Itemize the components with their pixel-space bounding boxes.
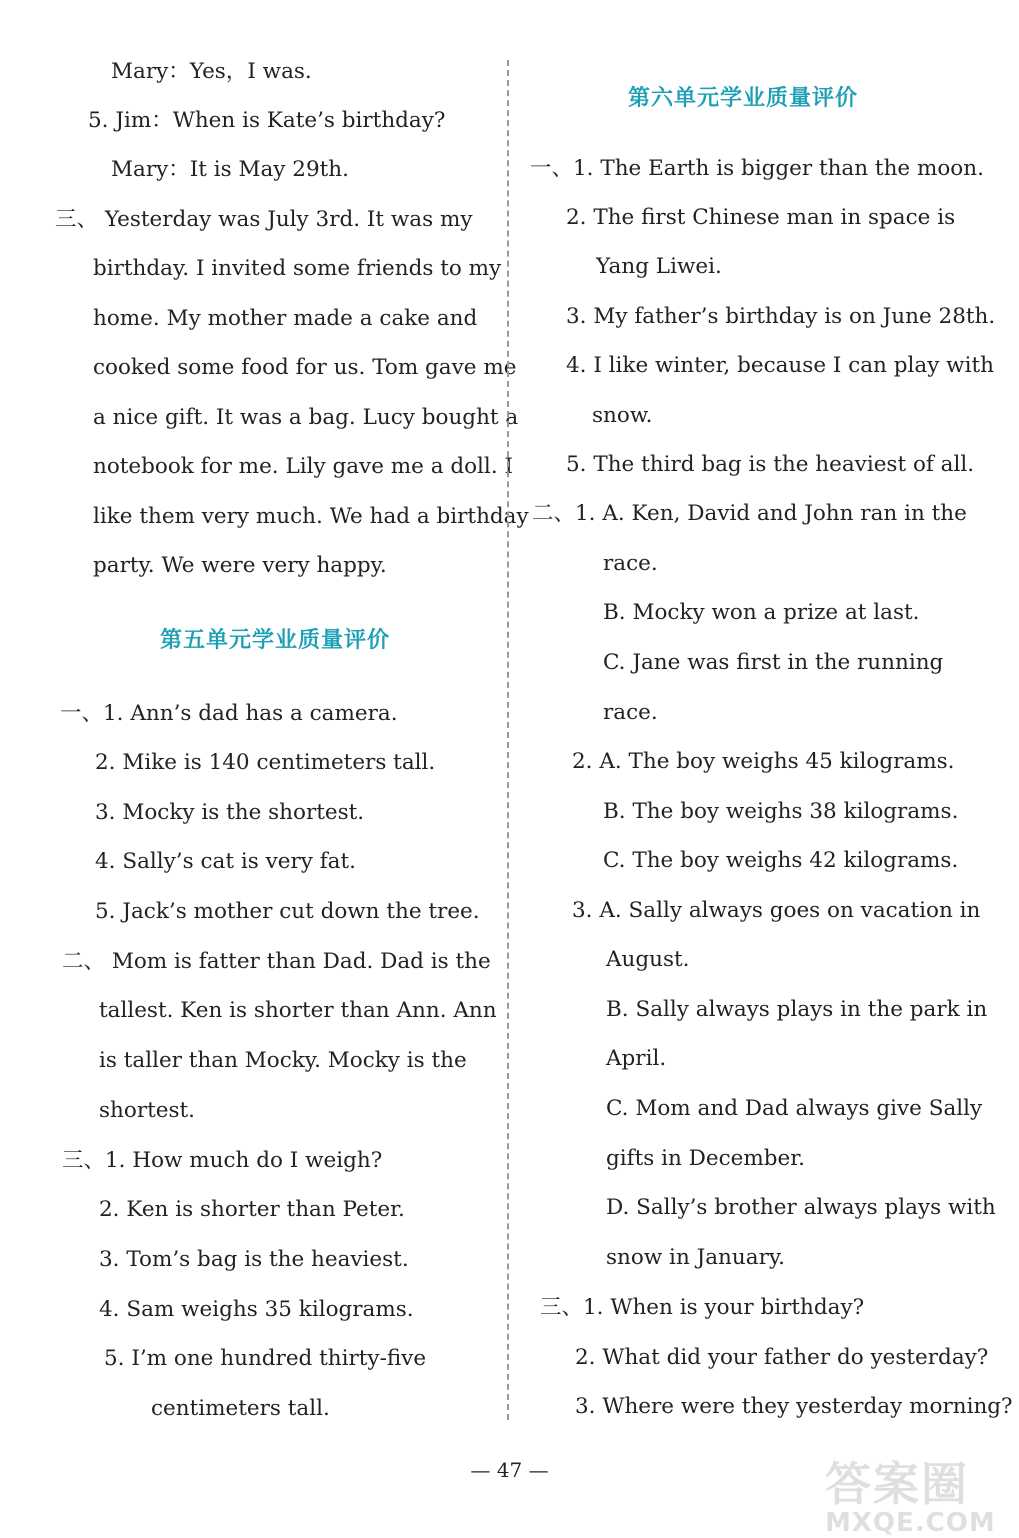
- answer-line: 3. A. Sally always goes on vacation in: [572, 898, 981, 923]
- watermark-top: 答案圈: [825, 1457, 969, 1511]
- answer-line: centimeters tall.: [151, 1396, 330, 1421]
- dialogue-line: Mary：It is May 29th.: [111, 157, 349, 182]
- answer-line: 5. The third bag is the heaviest of all.: [566, 452, 975, 477]
- page-number: — 47 —: [470, 1458, 549, 1482]
- answer-line: tallest. Ken is shorter than Ann. Ann: [99, 998, 497, 1023]
- section-title-unit6: 第六单元学业质量评价: [628, 85, 859, 111]
- answer-line: race.: [603, 551, 658, 576]
- answer-line: 5. I’m one hundred thirty-five: [104, 1346, 427, 1371]
- answer-line: 3. Tom’s bag is the heaviest.: [99, 1247, 409, 1272]
- answer-line: 4. Sally’s cat is very fat.: [95, 849, 356, 874]
- column-divider: [507, 60, 509, 1420]
- answer-line: 5. Jack’s mother cut down the tree.: [95, 899, 480, 924]
- answer-line: snow.: [592, 403, 653, 428]
- dialogue-line: 5. Jim：When is Kate’s birthday?: [88, 108, 446, 133]
- watermark-bottom: MXQE.COM: [825, 1508, 996, 1538]
- dialogue-line: Mary：Yes，I was.: [111, 59, 312, 84]
- section-title-unit5: 第五单元学业质量评价: [160, 627, 391, 653]
- paragraph-line: cooked some food for us. Tom gave me: [93, 355, 517, 380]
- answer-line: snow in January.: [606, 1245, 785, 1270]
- answer-line: 二、 Mom is fatter than Dad. Dad is the: [62, 949, 491, 974]
- answer-line: 2. What did your father do yesterday?: [575, 1345, 989, 1370]
- paragraph-line: a nice gift. It was a bag. Lucy bought a: [93, 405, 519, 430]
- answer-line: 一、1. Ann’s dad has a camera.: [60, 701, 398, 726]
- paragraph-line: notebook for me. Lily gave me a doll. I: [93, 454, 513, 479]
- answer-line: 4. I like winter, because I can play with: [566, 353, 994, 378]
- answer-line: is taller than Mocky. Mocky is the: [99, 1048, 467, 1073]
- paragraph-line: like them very much. We had a birthday: [93, 504, 529, 529]
- answer-line: 2. Ken is shorter than Peter.: [99, 1197, 405, 1222]
- answer-line: 2. A. The boy weighs 45 kilograms.: [572, 749, 955, 774]
- answer-line: 3. Mocky is the shortest.: [95, 800, 365, 825]
- answer-line: 4. Sam weighs 35 kilograms.: [99, 1297, 414, 1322]
- answer-line: C. The boy weighs 42 kilograms.: [603, 848, 959, 873]
- answer-line: race.: [603, 700, 658, 725]
- watermark-logo: [825, 1448, 1005, 1538]
- answer-line: 2. The first Chinese man in space is: [566, 205, 956, 230]
- answer-line: 2. Mike is 140 centimeters tall.: [95, 750, 436, 775]
- answer-line: August.: [606, 947, 690, 972]
- answer-line: 一、1. The Earth is bigger than the moon.: [530, 156, 984, 181]
- answer-line: D. Sally’s brother always plays with: [606, 1195, 996, 1220]
- answer-line: 3. Where were they yesterday morning?: [575, 1394, 1013, 1419]
- answer-line: April.: [606, 1046, 667, 1071]
- answer-line: gifts in December.: [606, 1146, 806, 1171]
- answer-line: shortest.: [99, 1098, 195, 1123]
- paragraph-line: birthday. I invited some friends to my: [93, 256, 502, 281]
- answer-line: 三、1. How much do I weigh?: [62, 1148, 383, 1173]
- paragraph-line: 三、 Yesterday was July 3rd. It was my: [55, 207, 473, 232]
- answer-line: C. Jane was first in the running: [603, 650, 944, 675]
- answer-line: C. Mom and Dad always give Sally: [606, 1096, 983, 1121]
- answer-line: B. Sally always plays in the park in: [606, 997, 988, 1022]
- answer-line: Yang Liwei.: [596, 254, 722, 279]
- answer-line: B. The boy weighs 38 kilograms.: [603, 799, 959, 824]
- paragraph-line: party. We were very happy.: [93, 553, 387, 578]
- answer-line: 3. My father’s birthday is on June 28th.: [566, 304, 996, 329]
- answer-line: 二、1. A. Ken, David and John ran in the: [532, 501, 967, 526]
- paragraph-line: home. My mother made a cake and: [93, 306, 478, 331]
- answer-line: B. Mocky won a prize at last.: [603, 600, 920, 625]
- answer-line: 三、1. When is your birthday?: [540, 1295, 865, 1320]
